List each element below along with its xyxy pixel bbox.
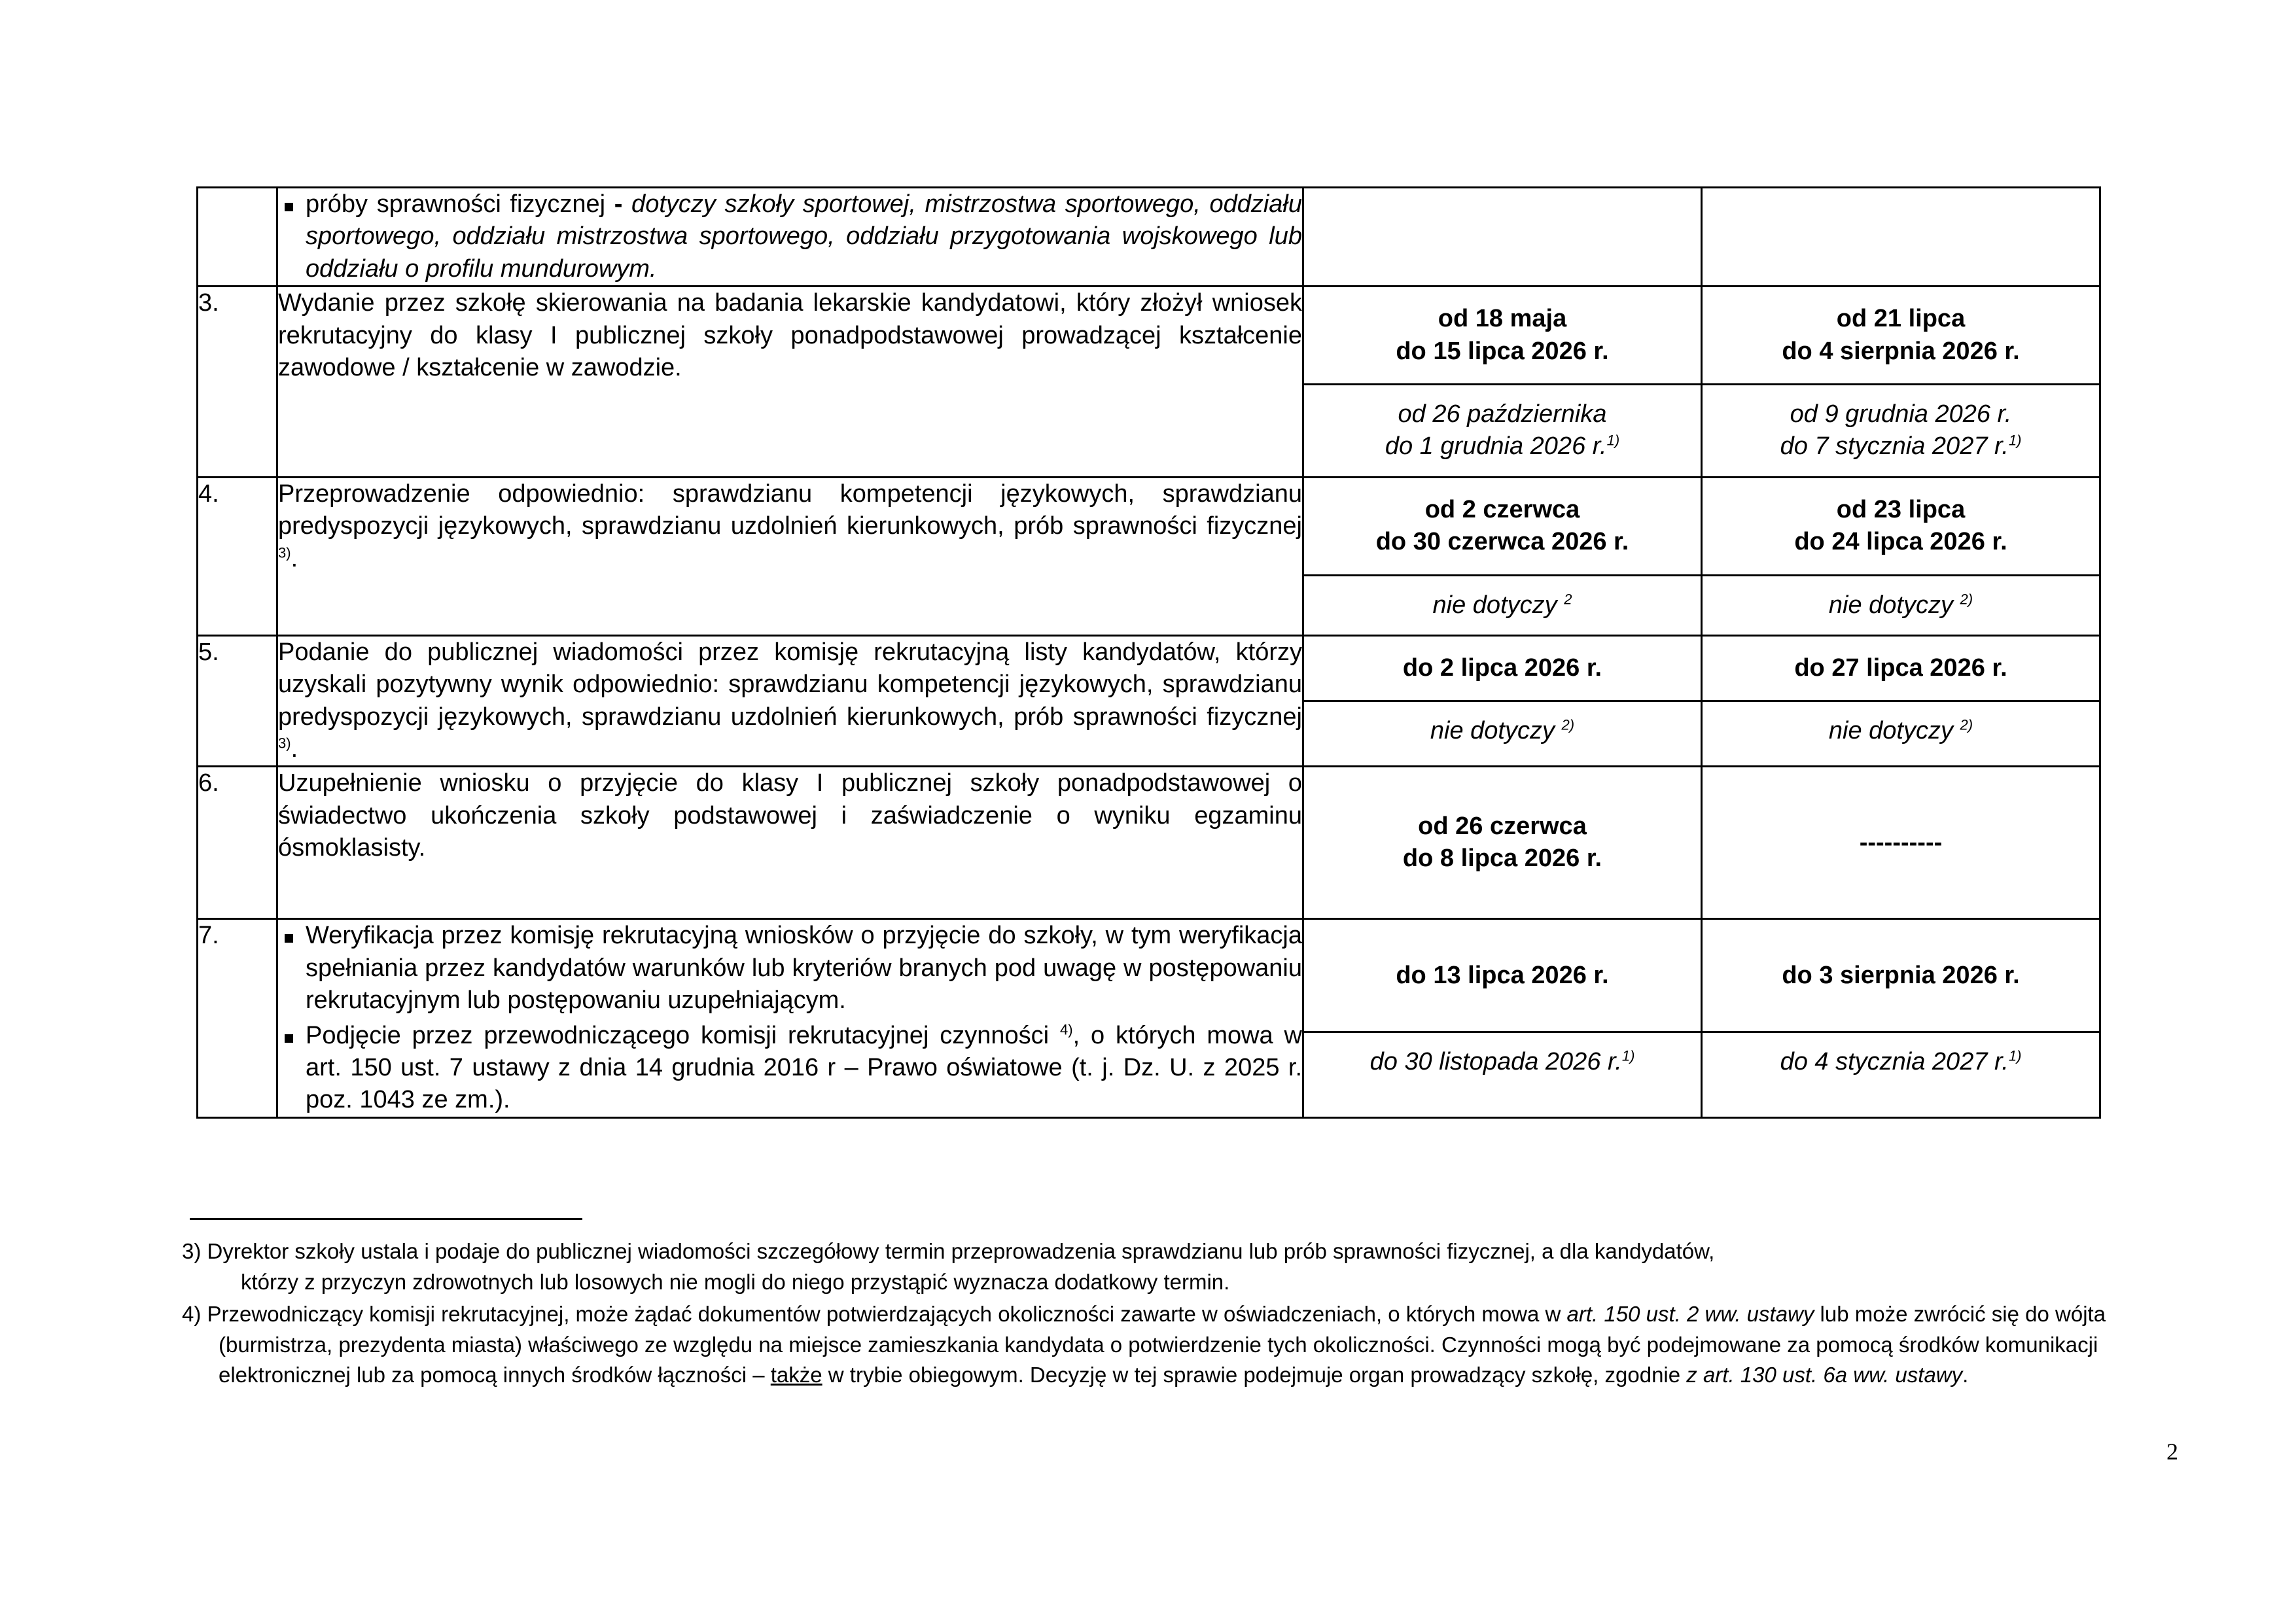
date-sub-cell [1703, 575, 2099, 635]
footnote-marker: 3) [278, 735, 291, 752]
footnote-marker: 4) [1059, 1021, 1073, 1038]
date-line-1: do 13 lipca 2026 r. [1396, 961, 1609, 989]
row-number-cell [198, 188, 277, 287]
date-line-2 [1311, 430, 1694, 462]
date-line-2-text: do 1 grudnia 2026 r. [1385, 432, 1607, 461]
date-line-1: od 18 maja [1438, 305, 1567, 333]
table-row [198, 767, 2100, 919]
bullet-text-tail: , o których mowa w art. 150 ust. 7 ustawy z dnia 14 grudnia 2016 r – Prawo oświatowe (t. j. Dz. U. z 2025 r. poz. 1043 ze zm.). [306, 1021, 1302, 1114]
date-main-text [1703, 944, 2099, 1007]
footnote-law-reference-1: art. 150 ust. 2 ww. ustawy [1566, 1301, 1814, 1326]
date-main-cell [1304, 920, 1701, 1032]
list-item [278, 1020, 1302, 1117]
row-description-cell [277, 188, 1303, 287]
footnote-segment-7: . [1962, 1363, 1969, 1387]
footnotes-section [182, 1236, 2158, 1392]
footnote-segment-3: lub może zwrócić się do wójta (burmistrza, prezydenta miasta) właściwego ze względu na miejsce zamieszkania kandydata o potwierdzenie tych okoliczności. Czynności mogą być podejmowane za pomocą środków komunikacji elektronicznej lub za pomocą innych środków łączności – [219, 1301, 2106, 1387]
date-sub-cell [1703, 1032, 2099, 1092]
row-description-cell [277, 767, 1303, 919]
row-description-cell [277, 477, 1303, 635]
description-main: Przeprowadzenie odpowiednio: sprawdzianu kompetencji językowych, sprawdzianu predyspozycji językowych, sprawdzianu uzdolnień kierunkowych, prób sprawności fizycznej [278, 480, 1302, 540]
footnote-segment-5: w trybie obiegowym. Decyzję w tej sprawie podejmuje organ prowadzący szkołę, zgodnie [822, 1363, 1687, 1387]
date-main-text [1304, 944, 1701, 1007]
footnote-marker: 1) [1621, 1047, 1635, 1064]
not-applicable-text: nie dotyczy [1432, 591, 1564, 619]
table-row [198, 188, 2100, 287]
date-main-text [1703, 637, 2099, 700]
footnote-marker: 2 [1564, 590, 1572, 607]
footnote-line-1: Dyrektor szkoły ustala i podaje do publicznej wiadomości szczegółowy termin przeprowadzenia sprawdzianu lub prób sprawności fizycznej, a dla kandydatów, [207, 1239, 1715, 1263]
footnote-marker: 3) [278, 544, 291, 561]
list-item [278, 188, 1302, 285]
date-split-table [1304, 478, 1701, 635]
date-main-text [1304, 637, 1701, 700]
row-description-text: Uzupełnienie wniosku o przyjęcie do klasy I publicznej szkoły ponadpodstawowej o świadectwo ukończenia szkoły podstawowej i zaświadczenie o wyniku egzaminu ósmoklasisty. [278, 769, 1302, 862]
date-sub-cell [1304, 575, 1701, 635]
date-sub-text [1304, 1033, 1701, 1091]
row-number: 5. [198, 638, 219, 666]
date-sub-cell [1304, 701, 1701, 761]
page-number: 2 [2166, 1439, 2178, 1465]
date-cell-supplementary [1702, 635, 2100, 767]
date-placeholder-dashes: ---------- [1859, 828, 1943, 856]
recruitment-schedule-table [196, 186, 2101, 1119]
date-main-cell [1703, 920, 2099, 1032]
date-line-2: do 24 lipca 2026 r. [1794, 528, 2007, 556]
date-main-cell [1304, 478, 1701, 575]
date-sub-text [1304, 702, 1701, 760]
row-number-cell [198, 767, 277, 919]
date-sub-value: do 30 listopada 2026 r. [1369, 1048, 1622, 1076]
row-number: 4. [198, 480, 219, 508]
date-line-2 [1709, 430, 2093, 462]
date-main-cell [1703, 767, 2099, 918]
row-number: 7. [198, 922, 219, 950]
footnote-marker: 2) [1960, 590, 1973, 607]
date-sub-cell [1304, 384, 1701, 476]
date-cell-primary [1303, 287, 1702, 478]
date-cell-supplementary [1702, 188, 2100, 287]
bullet-list [278, 188, 1302, 285]
footnote-marker: 4) [182, 1301, 202, 1326]
date-main-cell [1703, 637, 2099, 701]
date-cell-primary [1303, 477, 1702, 635]
row-number-cell [198, 919, 277, 1117]
date-split-table [1304, 287, 1701, 476]
footnote-separator [190, 1218, 582, 1220]
footnote-marker: 2) [1960, 716, 1973, 733]
date-sub-cell [1304, 1032, 1701, 1092]
footnote-marker: 1) [2008, 1047, 2022, 1064]
date-line-1: do 27 lipca 2026 r. [1794, 654, 2007, 682]
date-line-2: do 30 czerwca 2026 r. [1375, 528, 1629, 556]
date-sub-text [1304, 385, 1701, 476]
date-main-text [1703, 287, 2099, 383]
footnote-marker: 2) [1561, 716, 1575, 733]
description-tail: . [291, 735, 298, 763]
table-row [198, 287, 2100, 478]
date-main-cell [1703, 478, 2099, 575]
date-line-1: do 3 sierpnia 2026 r. [1782, 961, 2020, 989]
footnote-line-2: którzy z przyczyn zdrowotnych lub losowych nie mogli do niego przystąpić wyznacza dodatkowy termin. [241, 1269, 1230, 1294]
footnote-emphasis: także [770, 1363, 822, 1387]
not-applicable-text: nie dotyczy [1828, 591, 1960, 619]
footnote-3 [182, 1236, 2158, 1298]
table-row [198, 477, 2100, 635]
date-sub-text [1703, 1033, 2099, 1091]
row-description-cell [277, 287, 1303, 478]
date-line-1: od 2 czerwca [1424, 495, 1580, 523]
date-sub-value: do 4 stycznia 2027 r. [1780, 1048, 2009, 1076]
date-line-1: od 9 grudnia 2026 r. [1790, 400, 2012, 428]
footnote-segment-1: Przewodniczący komisji rekrutacyjnej, może żądać dokumentów potwierdzających okoliczności zawarte w oświadczeniach, o których mowa w [207, 1301, 1567, 1326]
date-sub-text [1703, 702, 2099, 760]
date-main-cell [1304, 287, 1701, 384]
description-tail: . [291, 544, 298, 572]
date-sub-cell [1703, 701, 2099, 761]
date-cell-primary [1303, 919, 1702, 1117]
row-number-cell [198, 477, 277, 635]
date-split-table [1703, 287, 2099, 476]
footnote-marker: 1) [2008, 432, 2022, 449]
not-applicable-text: nie dotyczy [1430, 717, 1562, 745]
footnote-4 [182, 1299, 2158, 1391]
row-description-text [278, 478, 1302, 575]
date-split-table [1703, 637, 2099, 761]
row-number: 3. [198, 289, 219, 317]
date-split-table [1703, 478, 2099, 635]
date-empty-b [1703, 188, 2099, 208]
date-cell-supplementary [1702, 477, 2100, 635]
date-split-table [1304, 920, 1701, 1091]
date-empty-a [1304, 188, 1701, 208]
table-row [198, 919, 2100, 1117]
date-cell-primary [1303, 635, 1702, 767]
date-main-cell [1703, 287, 2099, 384]
date-line-1: od 21 lipca [1836, 305, 1966, 333]
date-line-2: do 8 lipca 2026 r. [1402, 845, 1602, 873]
date-cell-supplementary [1702, 919, 2100, 1117]
footnote-marker: 3) [182, 1239, 202, 1263]
footnote-marker: 1) [1606, 432, 1620, 449]
date-cell-primary [1303, 188, 1702, 287]
list-item [278, 920, 1302, 1017]
row-number: 6. [198, 769, 219, 797]
date-line-2-text: do 7 stycznia 2027 r. [1780, 432, 2009, 461]
date-cell-primary [1303, 767, 1702, 919]
row-description-cell [277, 635, 1303, 767]
bullet-text: Weryfikacja przez komisję rekrutacyjną wniosków o przyjęcie do szkoły, w tym weryfikacja spełniania przez kandydatów warunków lub kryteriów branych pod uwagę w postępowaniu rekrutacyjnym lub postępowaniu uzupełniającym. [306, 922, 1302, 1015]
row-description-cell [277, 919, 1303, 1117]
bullet-text-normal: próby sprawności fizycznej [306, 190, 614, 218]
date-main-text [1703, 478, 2099, 574]
date-sub-text [1304, 576, 1701, 635]
date-line-2: do 15 lipca 2026 r. [1396, 337, 1609, 365]
bullet-text-dash: - [614, 190, 623, 218]
date-sub-cell [1703, 384, 2099, 476]
row-number-cell [198, 287, 277, 478]
date-split-table [1304, 637, 1701, 761]
not-applicable-text: nie dotyczy [1828, 717, 1960, 745]
date-sub-text [1703, 576, 2099, 635]
date-line-1: od 23 lipca [1836, 495, 1966, 523]
date-line-1: do 2 lipca 2026 r. [1402, 654, 1602, 682]
date-cell-supplementary [1702, 287, 2100, 478]
footnote-law-reference-2: z art. 130 ust. 6a ww. ustawy [1686, 1363, 1963, 1387]
bullet-text: Podjęcie przez przewodniczącego komisji rekrutacyjnej czynności [306, 1021, 1060, 1049]
table-row [198, 635, 2100, 767]
description-main: Podanie do publicznej wiadomości przez komisję rekrutacyjną listy kandydatów, którzy uzyskali pozytywny wynik odpowiednio: sprawdzianu kompetencji językowych, sprawdzianu predyspozycji językowych, sprawdzianu uzdolnień kierunkowych, prób sprawności fizycznej [278, 638, 1302, 731]
date-sub-text [1703, 385, 2099, 476]
date-main-text [1396, 795, 1608, 891]
row-description-text: Wydanie przez szkołę skierowania na badania lekarskie kandydatowi, który złożył wniosek rekrutacyjny do klasy I publicznej szkoły ponadpodstawowej prowadzącej kształcenie zawodowe / kształcenie w zawodzie. [278, 289, 1302, 381]
bullet-list [278, 920, 1302, 1116]
date-split-table [1703, 920, 2099, 1091]
date-main-cell [1304, 767, 1701, 918]
date-line-2: do 4 sierpnia 2026 r. [1782, 337, 2020, 365]
date-line-1: od 26 października [1398, 400, 1607, 428]
date-line-1: od 26 czerwca [1418, 812, 1587, 841]
bullet-text-italic: dotyczy szkoły sportowej, mistrzostwa sportowego, oddziału sportowego, oddziału mistrzostwa sportowego, oddziału przygotowania wojskowego lub oddziału o profilu mundurowym. [306, 190, 1302, 283]
date-main-text [1304, 478, 1701, 574]
row-description-text [278, 637, 1302, 766]
date-cell-supplementary [1702, 767, 2100, 919]
date-main-cell [1304, 637, 1701, 701]
date-main-text [1304, 287, 1701, 383]
row-number-cell [198, 635, 277, 767]
